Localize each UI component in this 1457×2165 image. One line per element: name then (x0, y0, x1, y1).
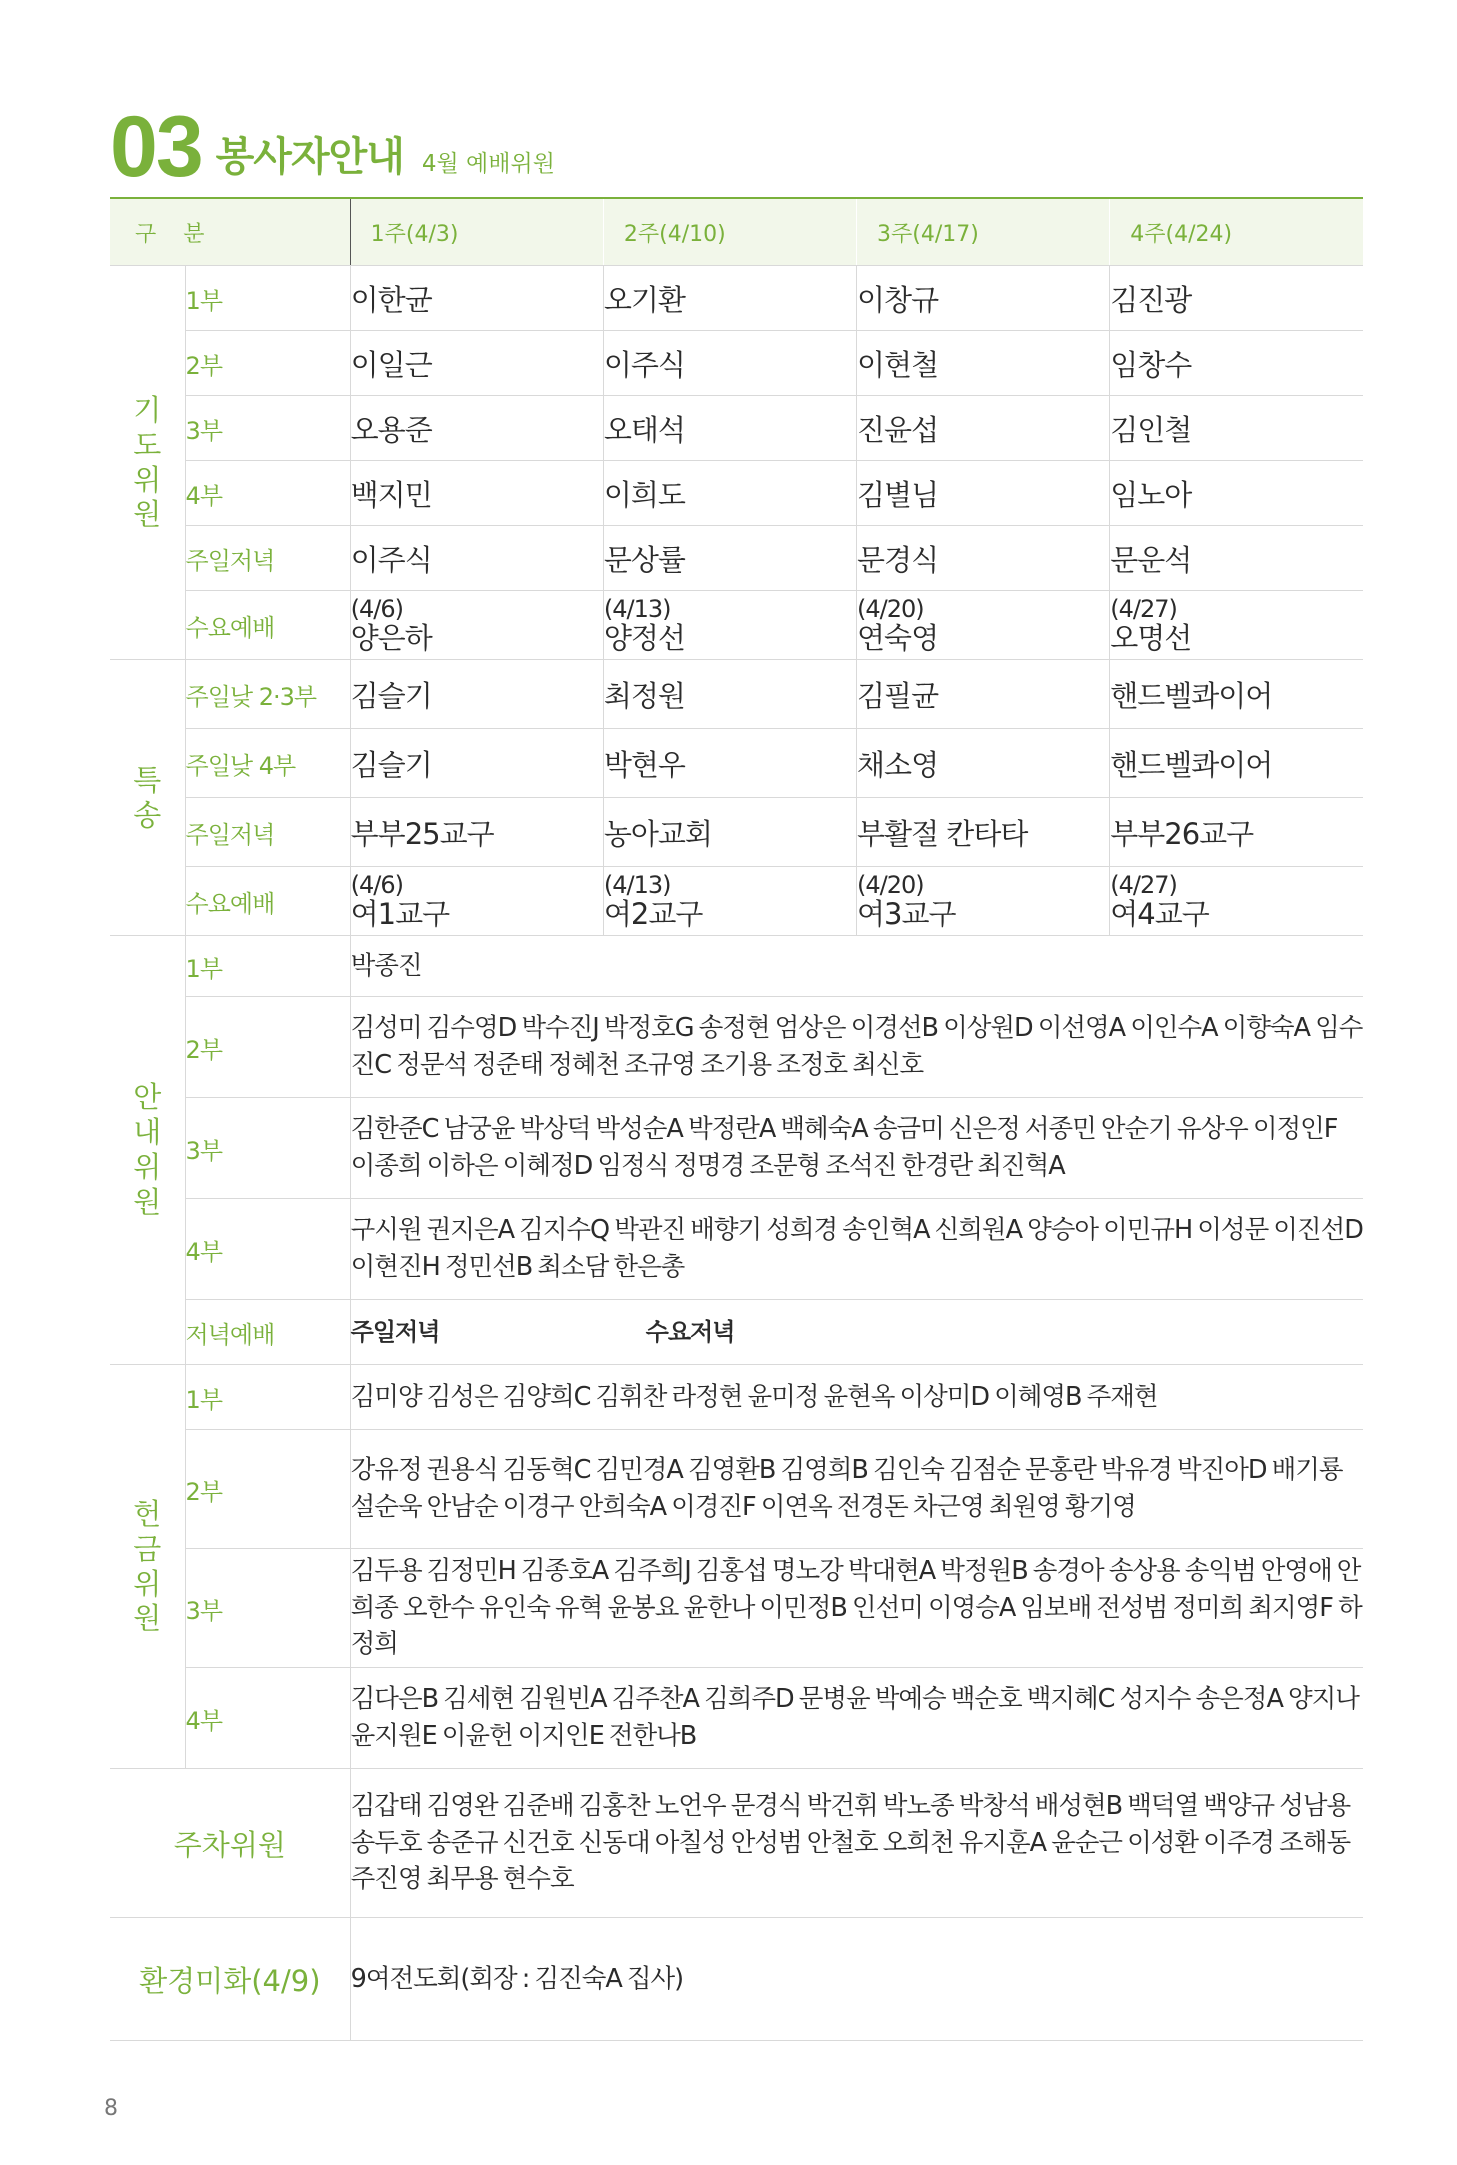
evening-cell (350, 1300, 1363, 1365)
row-label: 1부 (185, 266, 350, 331)
table-cell: 김슬기 (350, 729, 603, 798)
table-row (110, 1098, 1363, 1199)
wed-name: 연숙영 (857, 620, 939, 655)
row-label: 2부 (185, 331, 350, 396)
table-row (110, 1549, 1363, 1668)
page-number: 8 (104, 2096, 118, 2121)
table-cell: 진윤섭 (857, 396, 1110, 461)
wed-date: (4/27) (1110, 870, 1177, 899)
table-cell (603, 591, 856, 660)
table-cell: 백지민 (350, 461, 603, 526)
table-cell: 농아교회 (603, 798, 856, 867)
table-row (110, 331, 1363, 396)
names-cell: 박종진 (350, 936, 1363, 997)
table-cell: 김필균 (857, 660, 1110, 729)
wed-name: 여2교구 (603, 896, 703, 931)
row-label: 4부 (185, 1199, 350, 1300)
table-cell: 이창규 (857, 266, 1110, 331)
row-label: 주일낮 4부 (185, 729, 350, 798)
table-cell: 오태석 (603, 396, 856, 461)
names-cell: 김두용 김정민H 김종호A 김주희J 김홍섭 명노강 박대현A 박정원B 송경아 송상용 송익범 안영애 안희종 오한수 유인숙 유혁 윤봉요 윤한나 이민정B 인선미 이영승A 임보배 전성범 정미희 최지영F 하정희 (350, 1549, 1363, 1668)
table-cell (857, 591, 1110, 660)
table-cell (1110, 591, 1363, 660)
table-cell: 이현철 (857, 331, 1110, 396)
category-parking: 주차위원 (110, 1769, 350, 1918)
names-cell: 9여전도회(회장 : 김진숙A 집사) (350, 1918, 1363, 2041)
table-cell: 최정원 (603, 660, 856, 729)
table-row (110, 1430, 1363, 1549)
row-label: 3부 (185, 1549, 350, 1668)
names-cell: 강유정 권용식 김동혁C 김민경A 김영환B 김영희B 김인숙 김점순 문홍란 박유경 박진아D 배기룡 설순욱 안남순 이경구 안희숙A 이경진F 이연옥 전경돈 차근영 최원영 황기영 (350, 1430, 1363, 1549)
table-cell: 부활절 칸타타 (857, 798, 1110, 867)
table-cell: 이일근 (350, 331, 603, 396)
row-label: 수요예배 (185, 867, 350, 936)
table-cell (1110, 867, 1363, 936)
table-cell: 이한균 (350, 266, 603, 331)
section-title (110, 99, 555, 195)
table-cell: 김인철 (1110, 396, 1363, 461)
table-cell (350, 867, 603, 936)
row-label: 주일낮 2·3부 (185, 660, 350, 729)
wed-name: 여3교구 (857, 896, 956, 931)
evening-sunday: 주일저녁 (350, 1317, 440, 1346)
row-label: 4부 (185, 1668, 350, 1769)
table-cell: 김슬기 (350, 660, 603, 729)
row-label: 주일저녁 (185, 798, 350, 867)
table-cell: 핸드벨콰이어 (1110, 660, 1363, 729)
table-row (110, 798, 1363, 867)
table-row (110, 1199, 1363, 1300)
table-cell: 이주식 (603, 331, 856, 396)
table-row (110, 1769, 1363, 1918)
table-cell: 임창수 (1110, 331, 1363, 396)
wed-date: (4/27) (1110, 594, 1177, 623)
table-row (110, 591, 1363, 660)
table-row (110, 997, 1363, 1098)
wed-date: (4/6) (350, 870, 404, 899)
names-cell: 김성미 김수영D 박수진J 박정호G 송정현 엄상은 이경선B 이상원D 이선영A 이인수A 이향숙A 임수진C 정문석 정준태 정혜천 조규영 조기용 조정호 최신호 (350, 997, 1363, 1098)
row-label: 3부 (185, 396, 350, 461)
table-row (110, 1300, 1363, 1365)
wed-date: (4/20) (857, 870, 924, 899)
table-cell: 채소영 (857, 729, 1110, 798)
table-row (110, 266, 1363, 331)
table-row (110, 526, 1363, 591)
table-cell: 부부26교구 (1110, 798, 1363, 867)
table-row (110, 729, 1363, 798)
table-row (110, 396, 1363, 461)
table-cell: 임노아 (1110, 461, 1363, 526)
category-guide: 안내위원 (110, 936, 185, 1365)
row-label: 2부 (185, 997, 350, 1098)
table-cell: 문운석 (1110, 526, 1363, 591)
names-cell: 김미양 김성은 김양희C 김휘찬 라정현 윤미정 윤현옥 이상미D 이혜영B 주재현 (350, 1365, 1363, 1430)
wed-name: 여4교구 (1110, 896, 1209, 931)
table-cell: 핸드벨콰이어 (1110, 729, 1363, 798)
wed-date: (4/13) (603, 594, 671, 623)
table-cell: 오용준 (350, 396, 603, 461)
names-cell: 김갑태 김영완 김준배 김홍찬 노언우 문경식 박건휘 박노종 박창석 배성현B 백덕열 백양규 성남용 송두호 송준규 신건호 신동대 아칠성 안성범 안철호 오희천 유지훈A 윤순근 이성환 이주경 조해동 주진영 최무용 현수호 (350, 1769, 1363, 1918)
wed-name: 양정선 (603, 620, 685, 655)
wed-date: (4/20) (857, 594, 924, 623)
header-week-3: 3주(4/17) (857, 198, 1110, 266)
table-cell: 박현우 (603, 729, 856, 798)
category-special: 특송 (110, 660, 185, 936)
row-label: 수요예배 (185, 591, 350, 660)
header-week-1: 1주(4/3) (350, 198, 603, 266)
volunteer-table (110, 197, 1363, 2041)
wed-name: 양은하 (350, 620, 432, 655)
table-header-row (110, 198, 1363, 266)
names-cell: 김한준C 남궁윤 박상덕 박성순A 박정란A 백혜숙A 송금미 신은정 서종민 안순기 유상우 이정인F 이종희 이하은 이혜정D 임정식 정명경 조문형 조석진 한경란 최진혁A (350, 1098, 1363, 1199)
row-label: 주일저녁 (185, 526, 350, 591)
wed-name: 오명선 (1110, 620, 1192, 655)
table-row (110, 660, 1363, 729)
row-label: 3부 (185, 1098, 350, 1199)
table-cell (350, 591, 603, 660)
row-label: 저녁예배 (185, 1300, 350, 1365)
table-row (110, 1365, 1363, 1430)
table-row (110, 461, 1363, 526)
row-label: 4부 (185, 461, 350, 526)
header-gubun: 구 분 (110, 198, 350, 266)
table-cell: 김진광 (1110, 266, 1363, 331)
table-row (110, 867, 1363, 936)
names-cell: 김다은B 김세현 김원빈A 김주찬A 김희주D 문병윤 박예승 백순호 백지혜C 성지수 송은정A 양지나 윤지원E 이윤헌 이지인E 전한나B (350, 1668, 1363, 1769)
table-cell (603, 867, 856, 936)
table-cell: 김별님 (857, 461, 1110, 526)
category-offering: 헌금위원 (110, 1365, 185, 1769)
wed-date: (4/13) (603, 870, 671, 899)
category-environment: 환경미화(4/9) (110, 1918, 350, 2041)
table-cell: 문상률 (603, 526, 856, 591)
section-heading: 봉사자안내 (215, 134, 404, 180)
table-cell: 이희도 (603, 461, 856, 526)
table-cell: 이주식 (350, 526, 603, 591)
row-label: 2부 (185, 1430, 350, 1549)
evening-wednesday: 수요저녁 (645, 1317, 735, 1346)
header-week-2: 2주(4/10) (603, 198, 856, 266)
section-subtitle: 4월 예배위원 (421, 151, 555, 177)
row-label: 1부 (185, 936, 350, 997)
table-cell: 부부25교구 (350, 798, 603, 867)
table-cell: 오기환 (603, 266, 856, 331)
row-label: 1부 (185, 1365, 350, 1430)
header-week-4: 4주(4/24) (1110, 198, 1363, 266)
table-cell (857, 867, 1110, 936)
table-cell: 문경식 (857, 526, 1110, 591)
table-row (110, 1668, 1363, 1769)
wed-date: (4/6) (350, 594, 404, 623)
table-row (110, 936, 1363, 997)
table-row (110, 1918, 1363, 2041)
wed-name: 여1교구 (350, 896, 450, 931)
category-prayer: 기도위원 (110, 266, 185, 660)
names-cell: 구시원 권지은A 김지수Q 박관진 배향기 성희경 송인혁A 신희원A 양승아 이민규H 이성문 이진선D 이현진H 정민선B 최소담 한은총 (350, 1199, 1363, 1300)
section-number: 03 (110, 99, 202, 195)
